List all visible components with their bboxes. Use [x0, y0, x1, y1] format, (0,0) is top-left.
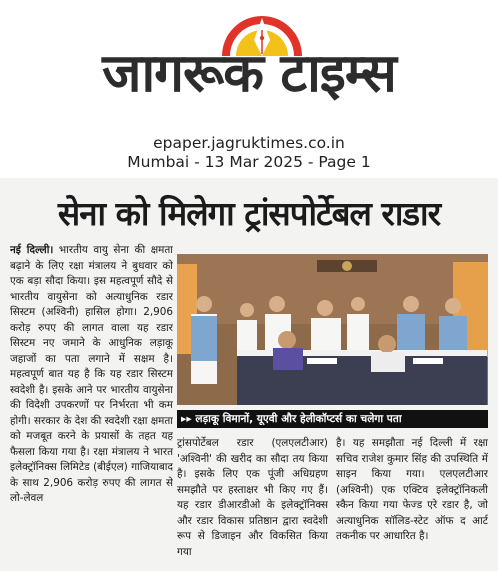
signing-ceremony-photo [177, 254, 488, 405]
article-column-1 [10, 243, 173, 571]
article-column-3: है। यह समझौता नई दिल्ली में रक्षा सचिव राजेश कुमार सिंह की उपस्थिति में साइन किया गया। एलएलटीआर (अश्विनी) एक एक्टिव इलेक्ट्रॉनिकली स्कैन किया गया फेज्ड एरे रडार है, जो अत्याधुनिक सॉलिड-स्टेट ऑफ द आर्ट तकनीक पर आधारित है। [336, 437, 488, 542]
masthead [0, 0, 498, 125]
article-body-1: भारतीय वायु सेना की क्षमता बढ़ाने के लिए रक्षा मंत्रालय ने बुधवार को एक बड़ा सौदा किया। इस महत्वपूर्ण सौदे से भारतीय वायुसेना को अत्याधुनिक रडार सिस्टम (अश्विनी) हासिल होगा। 2,906 करोड़ रुपए की लागत वाला यह रडार सिस्टम नए जमाने के आधुनिक लड़ाकू जहाजों का पता लगाने में सक्षम है। महत्वपूर्ण बात यह है कि यह रडार सिस्टम स्वदेशी है। इसके आने पर भारतीय वायुसेना की विदेशी उपकरणों पर निर्भरता भी कम होगी। सरकार के देश की स्वदेशी रक्षा क्षमता को मजबूत करने के प्रयासों के तहत यह फैसला किया गया है। रक्षा मंत्रालय ने भारत इलेक्ट्रॉनिक्स लिमिटेड (बीईएल) गाजियाबाद के साथ 2,906 करोड़ रुपए की लागत से लो-लेवल [10, 244, 173, 504]
article-headline: सेना को मिलेगा ट्रांसपोर्टेबल राडार [57, 194, 441, 233]
brand-title: जागरूक टाइम्स [102, 43, 396, 104]
epaper-url[interactable]: epaper.jagruktimes.co.in [153, 134, 345, 152]
photo-caption: ▸▸ लड़ाकू विमानों, यूएवी और हेलीकॉप्टर्स का चलेगा पता [177, 410, 488, 428]
article-column-2: ट्रांसपोर्टेबल रडार (एलएलटीआर) 'अश्विनी' की खरीद का सौदा तय किया है। इसके लिए एक पूंजी अधिग्रहण समझौते पर हस्ताक्षर भी किए गए हैं। यह रडार डीआरडीओ के इलेक्ट्रॉनिक्स और रडार विकास प्रतिष्ठान द्वारा स्वदेशी रूप से डिजाइन और विकसित किया गया [177, 437, 328, 558]
article-dateline: नई दिल्ली। [10, 244, 54, 256]
edition-dateline: Mumbai - 13 Mar 2025 - Page 1 [127, 153, 371, 171]
